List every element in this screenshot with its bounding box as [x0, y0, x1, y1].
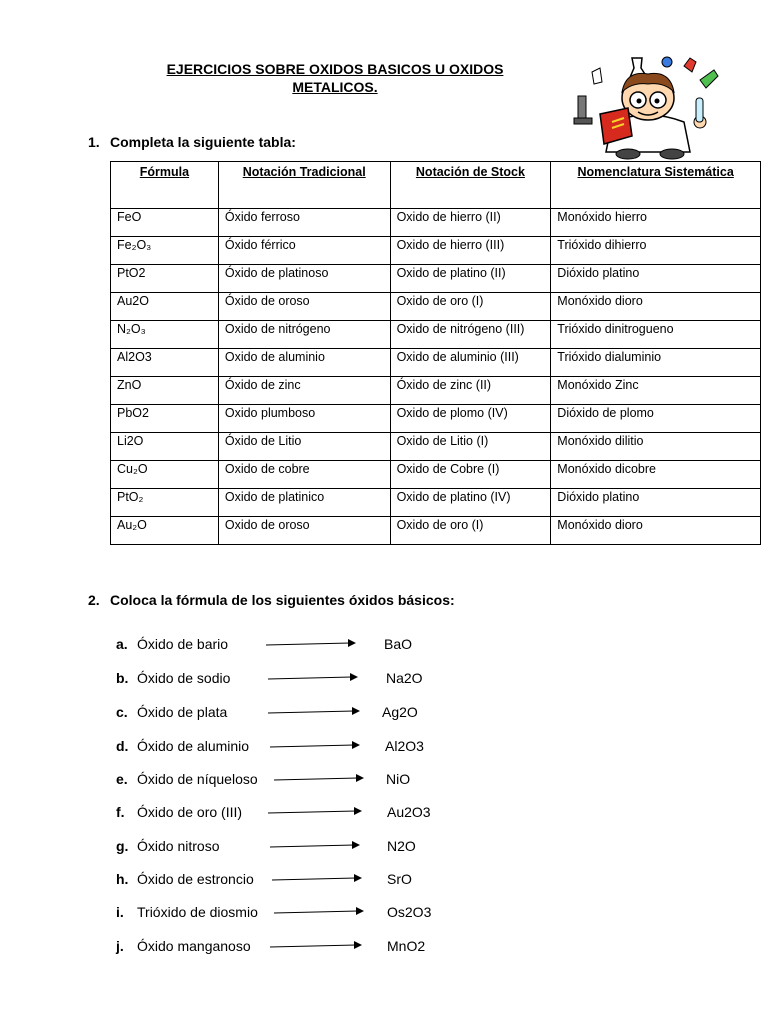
- systematic-cell: Trióxido dinitrogueno: [551, 321, 761, 349]
- header-systematic: Nomenclatura Sistemática: [551, 162, 761, 209]
- systematic-cell: Dióxido platino: [551, 265, 761, 293]
- stock-cell: Oxido de oro (I): [390, 293, 551, 321]
- section-2-number: 2.: [88, 592, 100, 608]
- right-arrow-icon: [268, 672, 364, 684]
- oxide-name: Óxido de sodio: [137, 670, 231, 686]
- oxide-letter: i.: [116, 904, 124, 920]
- right-arrow-icon: [274, 906, 370, 918]
- oxide-formula: Au2O3: [387, 804, 431, 820]
- systematic-cell: Monóxido dicobre: [551, 461, 761, 489]
- oxide-item: [116, 938, 516, 958]
- oxide-name: Óxido de bario: [137, 636, 229, 652]
- oxide-item: [116, 704, 516, 724]
- oxide-item: [116, 636, 516, 656]
- section-1-text: Completa la siguiente tabla:: [110, 134, 296, 150]
- stock-cell: Oxido de plomo (IV): [390, 405, 551, 433]
- oxide-item: [116, 670, 516, 690]
- stock-cell: Oxido de platino (II): [390, 265, 551, 293]
- oxide-letter: g.: [116, 838, 129, 854]
- formula-cell: PtO2: [111, 265, 219, 293]
- title-line-2: METALICOS.: [292, 79, 378, 95]
- oxide-letter: c.: [116, 704, 128, 720]
- section-2-heading: [88, 592, 455, 608]
- formula-cell: PtO₂: [111, 489, 219, 517]
- oxide-name: Óxido de oro (III): [137, 804, 243, 820]
- traditional-cell: Óxido de platinoso: [218, 265, 390, 293]
- section-1-heading: [88, 134, 296, 150]
- oxide-item: [116, 738, 516, 758]
- table-row: [111, 517, 761, 545]
- traditional-cell: Oxido de oroso: [218, 517, 390, 545]
- stock-cell: Oxido de Cobre (I): [390, 461, 551, 489]
- oxide-formula: Na2O: [386, 670, 423, 686]
- traditional-cell: Óxido férrico: [218, 237, 390, 265]
- table-row: [111, 461, 761, 489]
- table-row: [111, 377, 761, 405]
- table-row: [111, 293, 761, 321]
- table-row: [111, 237, 761, 265]
- oxide-formula: NiO: [386, 771, 411, 787]
- section-2-text: Coloca la fórmula de los siguientes óxidos básicos:: [110, 592, 455, 608]
- section-1-number: 1.: [88, 134, 100, 150]
- oxide-item: [116, 904, 516, 924]
- oxide-formula: MnO2: [387, 938, 426, 954]
- header-stock: Notación de Stock: [390, 162, 551, 209]
- formula-cell: N₂O₃: [111, 321, 219, 349]
- table-header-row: [111, 162, 761, 209]
- formula-cell: Au2O: [111, 293, 219, 321]
- table-row: [111, 321, 761, 349]
- stock-cell: Oxido de aluminio (III): [390, 349, 551, 377]
- oxide-formula: Os2O3: [387, 904, 432, 920]
- oxide-item: [116, 871, 516, 891]
- systematic-cell: Monóxido dilitio: [551, 433, 761, 461]
- title-line-1: EJERCICIOS SOBRE OXIDOS BASICOS U OXIDOS: [166, 61, 504, 77]
- oxide-formula: Al2O3: [385, 738, 424, 754]
- formula-cell: ZnO: [111, 377, 219, 405]
- table-row: [111, 209, 761, 237]
- traditional-cell: Oxido de aluminio: [218, 349, 390, 377]
- right-arrow-icon: [274, 773, 370, 785]
- right-arrow-icon: [270, 940, 368, 952]
- right-arrow-icon: [268, 706, 366, 718]
- oxide-formula: N2O: [387, 838, 416, 854]
- right-arrow-icon: [270, 840, 366, 852]
- scientist-cartoon-illustration: [572, 52, 724, 160]
- formula-cell: Fe₂O₃: [111, 237, 219, 265]
- right-arrow-icon: [270, 740, 366, 752]
- formula-cell: Al2O3: [111, 349, 219, 377]
- systematic-cell: Trióxido dihierro: [551, 237, 761, 265]
- traditional-cell: Oxido plumboso: [218, 405, 390, 433]
- table-row: [111, 433, 761, 461]
- stock-cell: Oxido de oro (I): [390, 517, 551, 545]
- formula-cell: PbO2: [111, 405, 219, 433]
- traditional-cell: Oxido de platinico: [218, 489, 390, 517]
- formula-cell: Cu₂O: [111, 461, 219, 489]
- stock-cell: Oxido de platino (IV): [390, 489, 551, 517]
- oxide-name: Óxido de aluminio: [137, 738, 250, 754]
- oxide-letter: j.: [116, 938, 124, 954]
- traditional-cell: Oxido de nitrógeno: [218, 321, 390, 349]
- table-row: [111, 349, 761, 377]
- header-traditional: Notación Tradicional: [218, 162, 390, 209]
- oxides-table: [110, 161, 761, 545]
- stock-cell: Oxido de nitrógeno (III): [390, 321, 551, 349]
- right-arrow-icon: [266, 638, 362, 650]
- systematic-cell: Trióxido dialuminio: [551, 349, 761, 377]
- right-arrow-icon: [272, 873, 368, 885]
- oxide-formula: BaO: [384, 636, 413, 652]
- right-arrow-icon: [268, 806, 368, 818]
- table-row: [111, 489, 761, 517]
- oxide-item: [116, 838, 516, 858]
- oxide-name: Óxido de estroncio: [137, 871, 254, 887]
- oxide-letter: h.: [116, 871, 129, 887]
- formula-cell: Au₂O: [111, 517, 219, 545]
- traditional-cell: Óxido de Litio: [218, 433, 390, 461]
- header-formula: Fórmula: [111, 162, 219, 209]
- systematic-cell: Dióxido platino: [551, 489, 761, 517]
- oxide-name: Óxido de níqueloso: [137, 771, 258, 787]
- systematic-cell: Dióxido de plomo: [551, 405, 761, 433]
- oxide-formula: SrO: [387, 871, 412, 887]
- oxide-letter: f.: [116, 804, 125, 820]
- oxide-item: [116, 804, 516, 824]
- stock-cell: Oxido de hierro (III): [390, 237, 551, 265]
- traditional-cell: Óxido ferroso: [218, 209, 390, 237]
- oxide-letter: a.: [116, 636, 128, 652]
- systematic-cell: Monóxido Zinc: [551, 377, 761, 405]
- traditional-cell: Óxido de zinc: [218, 377, 390, 405]
- systematic-cell: Monóxido dioro: [551, 517, 761, 545]
- oxide-name: Óxido de plata: [137, 704, 228, 720]
- stock-cell: Óxido de zinc (II): [390, 377, 551, 405]
- stock-cell: Oxido de hierro (II): [390, 209, 551, 237]
- oxide-name: Óxido nitroso: [137, 838, 220, 854]
- oxide-formula: Ag2O: [382, 704, 418, 720]
- traditional-cell: Óxido de oroso: [218, 293, 390, 321]
- table-row: [111, 405, 761, 433]
- formula-cell: FeO: [111, 209, 219, 237]
- table-row: [111, 265, 761, 293]
- systematic-cell: Monóxido hierro: [551, 209, 761, 237]
- systematic-cell: Monóxido dioro: [551, 293, 761, 321]
- page-title: [110, 60, 560, 96]
- formula-cell: Li2O: [111, 433, 219, 461]
- oxide-letter: e.: [116, 771, 128, 787]
- oxide-name: Óxido manganoso: [137, 938, 251, 954]
- oxide-letter: b.: [116, 670, 129, 686]
- oxide-name: Trióxido de diosmio: [137, 904, 258, 920]
- oxide-letter: d.: [116, 738, 129, 754]
- traditional-cell: Oxido de cobre: [218, 461, 390, 489]
- oxide-item: [116, 771, 516, 791]
- stock-cell: Oxido de Litio (I): [390, 433, 551, 461]
